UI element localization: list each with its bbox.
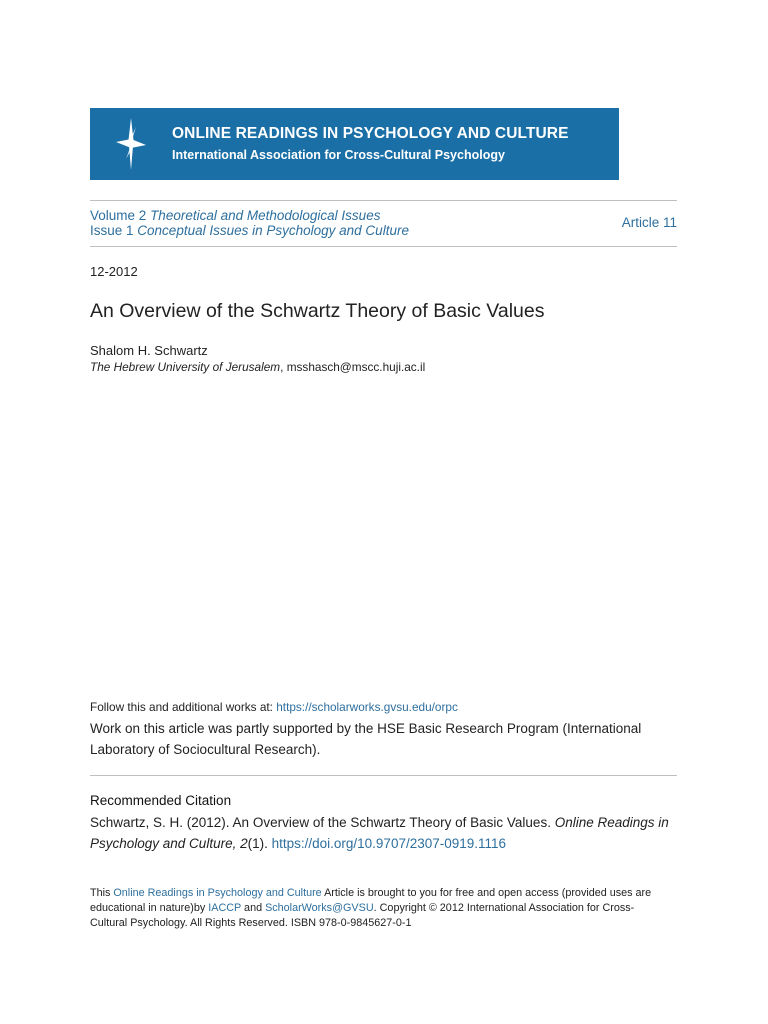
volume-link[interactable]: Volume 2	[90, 208, 147, 223]
compass-star-icon	[114, 118, 148, 170]
support-note: Work on this article was partly supported by the HSE Basic Research Program (International Laboratory of Sociocultural Research).	[90, 721, 642, 757]
footer-text-3: and	[241, 902, 266, 914]
footer-iaccp-link[interactable]: IACCP	[208, 902, 242, 914]
author-affiliation	[90, 360, 425, 374]
footer-text-2: Article is brought to you for free and open access (provided uses are educational in nature)by	[90, 887, 652, 914]
issue-title-link[interactable]: Conceptual Issues in Psychology and Culture	[137, 222, 409, 238]
follow-line	[90, 700, 458, 714]
article-number-link[interactable]: Article 11	[621, 215, 677, 230]
citation-mid: (1).	[247, 836, 272, 851]
issue-link[interactable]: Issue 1	[90, 222, 134, 238]
journal-banner[interactable]	[90, 108, 619, 180]
divider-top	[90, 200, 677, 201]
journal-title: ONLINE READINGS IN PSYCHOLOGY AND CULTURE	[172, 125, 569, 142]
issue-line	[90, 224, 409, 239]
article-title: An Overview of the Schwartz Theory of Basic Values	[90, 300, 545, 322]
footer-journal-link[interactable]: Online Readings in Psychology and Culture	[113, 887, 322, 899]
rights-footer	[90, 886, 670, 931]
author-name: Shalom H. Schwartz	[90, 343, 208, 358]
divider-citation	[90, 775, 677, 776]
volume-line	[90, 209, 409, 224]
footer-scholarworks-link[interactable]: ScholarWorks@GVSU	[265, 902, 374, 914]
citation-text	[90, 812, 690, 854]
affiliation-name: The Hebrew University of Jerusalem	[90, 360, 281, 374]
citation-heading: Recommended Citation	[90, 793, 232, 808]
footer-text-1: This	[90, 887, 114, 899]
citation-pre: Schwartz, S. H. (2012). An Overview of the Schwartz Theory of Basic Values.	[90, 815, 555, 830]
doi-link[interactable]: https://doi.org/10.9707/2307-0919.1116	[271, 836, 507, 851]
publication-date: 12-2012	[90, 264, 138, 279]
follow-link[interactable]: https://scholarworks.gvsu.edu/orpc	[276, 700, 458, 714]
volume-title-link[interactable]: Theoretical and Methodological Issues	[150, 208, 381, 223]
citation-journal: Online Readings in Psychology and Culture, 2	[90, 815, 669, 851]
divider-issue	[90, 246, 677, 247]
footer-text-4: . Copyright © 2012 International Association for Cross-Cultural Psychology. All Rights Reserved. ISBN 978-0-9845627-0-1	[90, 902, 635, 929]
journal-subtitle: International Association for Cross-Cultural Psychology	[172, 148, 505, 162]
follow-text: Follow this and additional works at:	[90, 700, 277, 714]
author-email: , msshasch@mscc.huji.ac.il	[280, 360, 426, 374]
issue-info	[90, 209, 409, 238]
